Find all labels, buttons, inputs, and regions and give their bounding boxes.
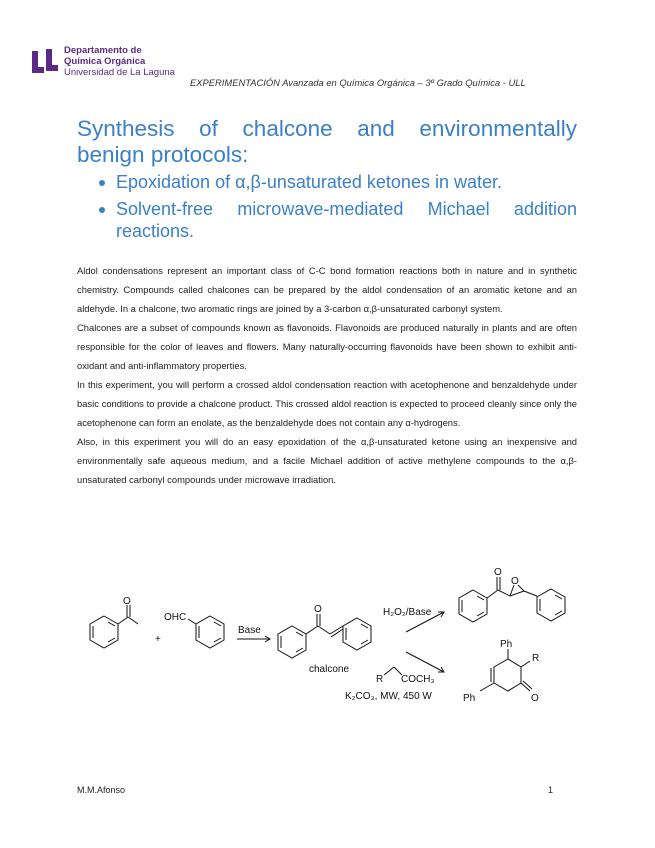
body-text [77, 261, 577, 489]
topic-list [95, 171, 577, 247]
paragraph: Aldol condensations represent an important class of C-C bond formation reactions both in nature and in synthetic chemistry. Compounds called chalcones can be prepared by the aldol condensation of an aromatic ketone and an aldehyde. In a chalcone, two aromatic rings are joined by a 3-carbon α,β-unsaturated carbonyl system. [77, 265, 577, 314]
page-title: Synthesis of chalcone and environmentally benign protocols: [77, 116, 577, 167]
chalcone-label: chalcone [309, 664, 350, 675]
chalcone-structure [278, 614, 371, 658]
plus-sign: + [155, 634, 161, 645]
epoxide-carbonyl-oxygen-label: O [494, 567, 502, 578]
bullet-icon [99, 207, 105, 213]
peroxide-base-label: H₂O₂/Base [383, 607, 432, 618]
university-name: Universidad de La Laguna [64, 67, 175, 78]
ull-logo-icon [30, 47, 60, 75]
reagent-r-label: R [376, 674, 384, 685]
topic-item [95, 171, 577, 193]
footer-author: M.M.Afonso [77, 785, 126, 795]
michael-product-structure [480, 649, 532, 691]
paragraph: Also, in this experiment you will do an easy epoxidation of the α,β-unsaturated ketone using an inexpensive and environmentally safe aqueous medium, and a facile Michael addition of active methylene compounds to the α,β-unsaturated carbonyl compounds under microwave irradiation. [77, 436, 577, 485]
michael-conditions-label: K₂CO₃, MW, 450 W [345, 691, 432, 702]
department-line-2: Química Orgánica [64, 56, 146, 67]
reagent-acetyl-label: COCH₃ [401, 674, 435, 685]
aldehyde-group-label: OHC [164, 612, 187, 623]
ketone-oxygen-label: O [123, 596, 131, 607]
base-label: Base [238, 625, 261, 636]
page-number: 1 [548, 785, 554, 795]
product-phenyl-left-label: Ph [463, 693, 476, 704]
chalcone-oxygen-label: O [314, 604, 322, 615]
epoxide-oxygen-label: O [511, 576, 519, 587]
michael-addition-arrow [406, 652, 444, 672]
bullet-icon [99, 180, 105, 186]
department-name [64, 45, 145, 67]
topic-item [95, 198, 577, 242]
acetophenone-structure [90, 605, 138, 648]
topic-text: Solvent-free microwave-mediated Michael addition reactions. [116, 199, 577, 241]
paragraph: Chalcones are a subset of compounds known as flavonoids. Flavonoids are produced naturally in plants and are often responsible for the color of leaves and flowers. Many naturally-occurring flavonoids have been shown to exhibit anti-oxidant and anti-inflammatory properties. [77, 322, 577, 371]
benzaldehyde-structure [188, 616, 224, 648]
paragraph: In this experiment, you will perform a crossed aldol condensation reaction with acetophenone and benzaldehyde under basic conditions to provide a chalcone product. This crossed aldol reaction is expected to proceed cleanly since only the acetophenone can form an enolate, as the benzaldehyde does not contain any α-hydrogens. [77, 379, 577, 428]
product-oxygen-label: O [531, 693, 539, 704]
base-arrow [237, 636, 270, 642]
product-r-label: R [532, 653, 540, 664]
methylene-reagent-structure [384, 667, 402, 675]
page-header: EXPERIMENTACIÓN Avanzada en Química Orgánica – 3º Grado Química - ULL [190, 77, 526, 88]
product-phenyl-top-label: Ph [500, 639, 513, 650]
reaction-scheme [80, 555, 580, 715]
department-line-1: Departamento de [64, 45, 142, 56]
topic-text: Epoxidation of α,β-unsaturated ketones in water. [116, 172, 502, 192]
